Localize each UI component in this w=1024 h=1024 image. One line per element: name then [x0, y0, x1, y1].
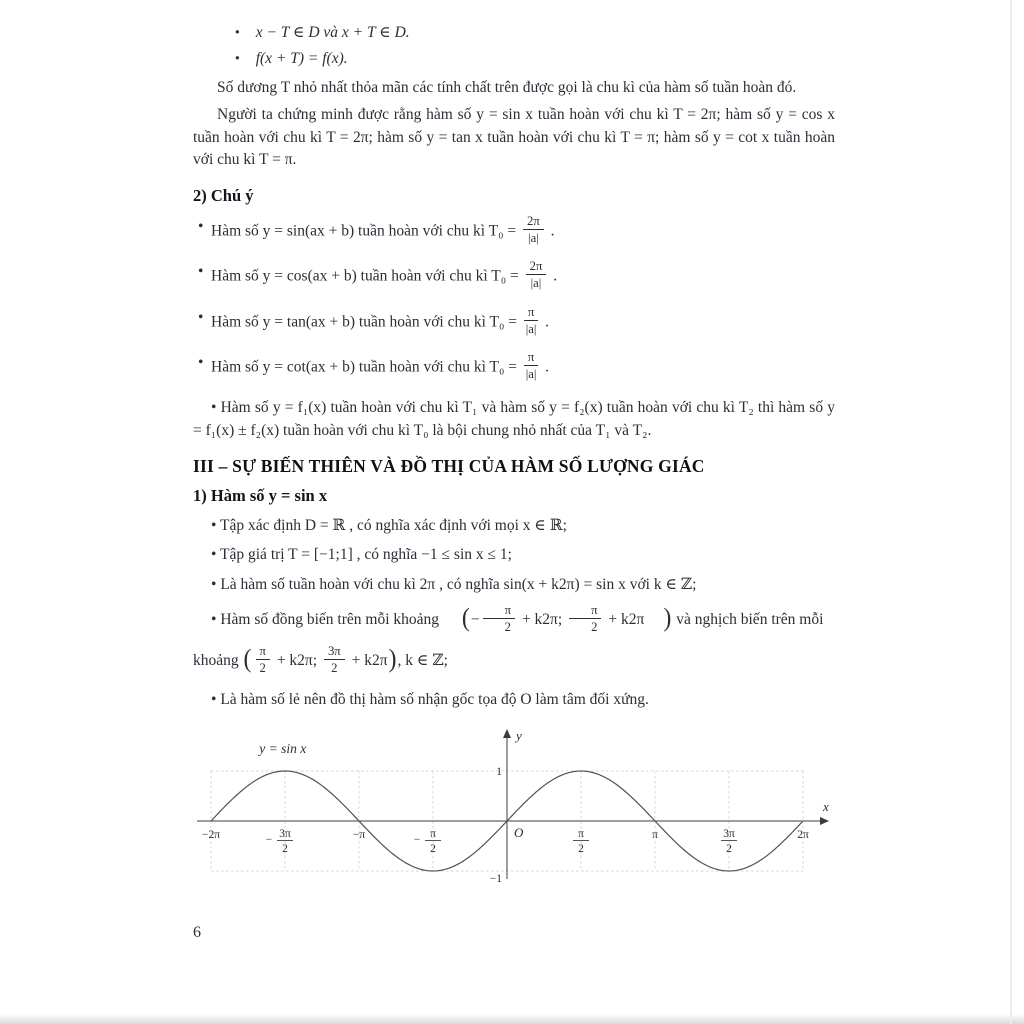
svg-text:y = sin x: y = sin x [259, 741, 307, 757]
svg-text:O: O [514, 825, 524, 841]
svg-text:π: π [652, 829, 658, 842]
sinx-domain-bullet: • Tập xác định D = ℝ , có nghĩa xác định với mọi x ∈ ℝ; [193, 515, 835, 537]
note-item-tan-period: • Hàm số y = tan(ax + b) tuần hoàn với chu kì T₀ = $\frac{\pi}{|a|}$ . [193, 307, 835, 338]
svg-text:x: x [823, 799, 829, 815]
property-item-domain: ● x − T ∈ D và x + T ∈ D. [235, 22, 835, 44]
svg-text:1: 1 [496, 766, 502, 779]
sinx-monotonic-bullet-line1: • Hàm số đồng biến trên mỗi khoảng (− $\frac{\pi}{2}$ + k2π; $\frac{\pi}{2}$ + k2π ) và nghịch biến trên mỗi [193, 603, 835, 638]
svg-text:y: y [516, 728, 522, 744]
svg-text:−1: −1 [489, 873, 502, 886]
sinx-period-bullet: • Là hàm số tuần hoàn với chu kì 2π , có nghĩa sin(x + k2π) = sin x với k ∈ ℤ; [193, 574, 835, 596]
svg-text:3π: 3π [723, 828, 735, 841]
property-item-value: ● f(x + T) = f(x). [235, 48, 835, 70]
note-item-sum-period: • Hàm số y = f₁(x) tuần hoàn với chu kì T₁ và hàm số y = f₂(x) tuần hoàn với chu kì T₂ thì hàm số y = f₁(x) ± f₂(x) tuần hoàn với chu kì T₀ là bội chung nhỏ nhất của T₁ và T₂. [193, 397, 835, 442]
svg-text:−: − [265, 834, 273, 847]
svg-text:2π: 2π [797, 829, 809, 842]
svg-text:−2π: −2π [201, 829, 221, 842]
svg-text:−π: −π [352, 829, 366, 842]
svg-text:2: 2 [430, 843, 436, 856]
note-item-sin-period: • Hàm số y = sin(ax + b) tuần hoàn với chu kì T₀ = $\frac{2\pi}{|a|}$ . [193, 216, 835, 247]
svg-text:2: 2 [282, 843, 288, 856]
note-item-cos-period: • Hàm số y = cos(ax + b) tuần hoàn với chu kì T₀ = $\frac{2\pi}{|a|}$ . [193, 261, 835, 292]
page-number: 6 [193, 924, 201, 942]
note-item-cot-period: • Hàm số y = cot(ax + b) tuần hoàn với chu kì T₀ = $\frac{\pi}{|a|}$ . [193, 352, 835, 383]
sinx-odd-function-bullet: • Là hàm số lẻ nên đồ thị hàm số nhận gốc tọa độ O làm tâm đối xứng. [193, 689, 835, 711]
svg-text:2: 2 [578, 843, 584, 856]
sinx-range-bullet: • Tập giá trị T = [−1;1] , có nghĩa −1 ≤ sin x ≤ 1; [193, 544, 835, 566]
section-iii-heading: III – SỰ BIẾN THIÊN VÀ ĐỒ THỊ CỦA HÀM SỐ LƯỢNG GIÁC [193, 456, 705, 477]
page-content [193, 22, 835, 944]
periodic-property-list [235, 22, 835, 71]
period-examples-paragraph: Người ta chứng minh được rằng hàm số y = sin x tuần hoàn với chu kì T = 2π; hàm số y = cos x tuần hoàn với chu kì T = 2π; hàm số y = tan x tuần hoàn với chu kì T = π; hàm số y = cot x tuần hoàn với chu kì T = π. [193, 106, 835, 169]
sinx-monotonic-bullet-line2: khoảng ( $\frac{\pi}{2}$ + k2π; $\frac{3\pi}{2}$ + k2π), k ∈ ℤ; [193, 643, 448, 675]
svg-text:2: 2 [726, 843, 732, 856]
svg-text:−: − [413, 834, 421, 847]
svg-text:π: π [578, 828, 584, 841]
note-heading: 2) Chú ý [193, 185, 254, 205]
svg-text:π: π [430, 828, 436, 841]
subsection-sinx-heading: 1) Hàm số y = sin x [193, 485, 328, 505]
svg-text:3π: 3π [279, 828, 291, 841]
sine-chart [193, 725, 835, 903]
period-definition-paragraph: Số dương T nhỏ nhất thỏa mãn các tính chất trên được gọi là chu kì của hàm số tuần hoàn đó. [217, 78, 797, 96]
